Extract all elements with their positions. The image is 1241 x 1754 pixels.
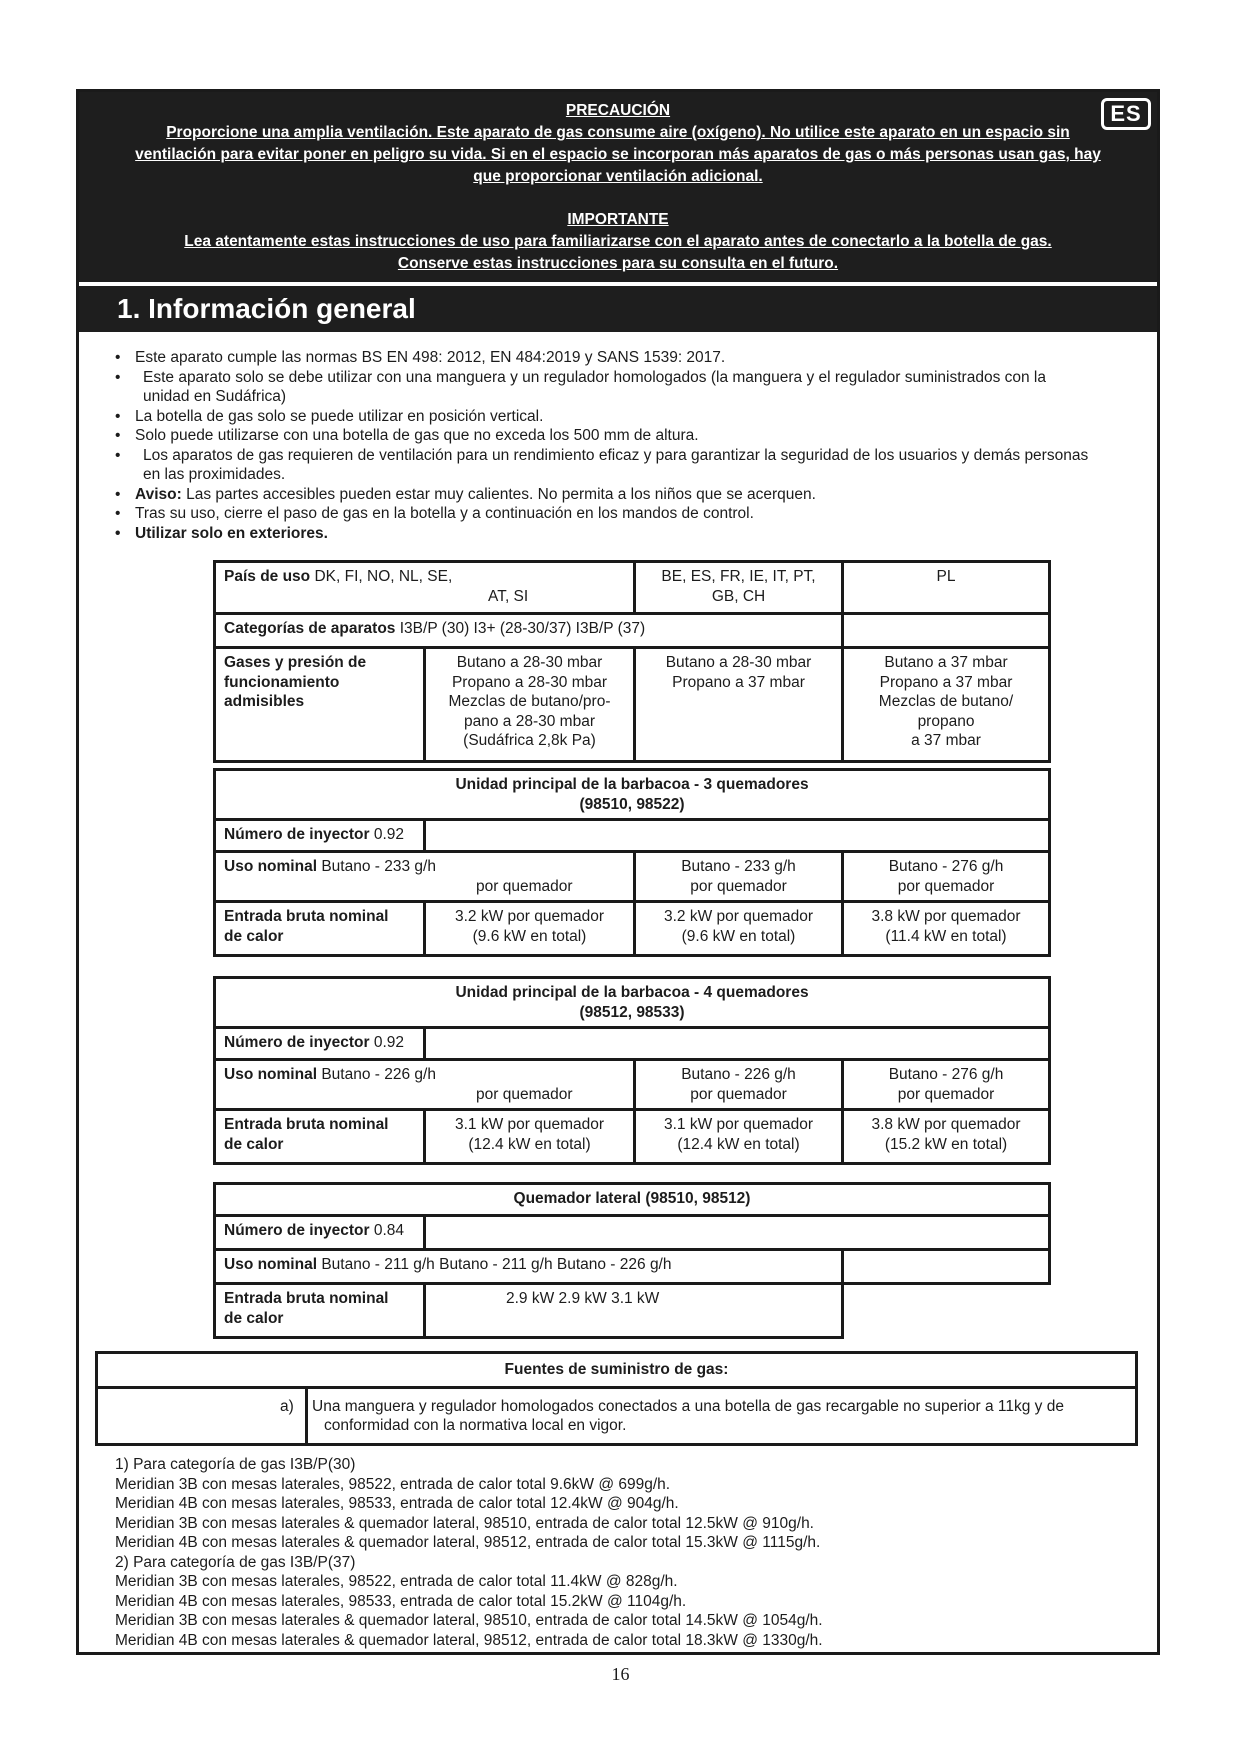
list-item <box>115 368 1135 388</box>
table-cell <box>425 1284 843 1338</box>
page-frame <box>76 89 1160 1655</box>
table-cell <box>215 648 425 762</box>
entrada-value: (12.4 kW en total) <box>468 1135 591 1153</box>
footnotes <box>115 1455 1115 1650</box>
table-cell <box>843 1284 1050 1338</box>
table-cell <box>425 902 635 956</box>
table-cell <box>425 1028 1050 1060</box>
cat-label: Categorías de aparatos <box>224 620 396 637</box>
table-cell <box>215 562 635 614</box>
entrada-value: (9.6 kW en total) <box>472 927 587 945</box>
table-title-line: (98510, 98522) <box>579 795 685 813</box>
gases-label: Gases y presión de <box>224 654 367 671</box>
entrada-label: Entrada bruta nominal <box>224 908 389 925</box>
list-item: • Este aparato cumple las normas BS EN 498: 2012, EN 484:2019 y SANS 1539: 2017. <box>115 348 1135 368</box>
table-cell <box>215 1060 635 1110</box>
gas-value: Propano a 28-30 mbar <box>451 673 608 691</box>
entrada-value: 2.9 kW 2.9 kW 3.1 kW <box>506 1290 660 1307</box>
entrada-value: 3.8 kW por quemador <box>871 1116 1021 1133</box>
list-item: Meridian 3B con mesas laterales, 98522, entrada de calor total 9.6kW @ 699g/h. <box>115 1475 671 1493</box>
list-item: Meridian 3B con mesas laterales & quemador lateral, 98510, entrada de calor total 12.5kW @ 910g/h. <box>115 1514 814 1532</box>
table-cell <box>215 614 843 648</box>
uso-per: por quemador <box>476 877 573 895</box>
entrada-value: 3.2 kW por quemador <box>663 908 814 925</box>
burner-3-table <box>213 768 1051 957</box>
uso-label: Uso nominal <box>224 858 318 875</box>
uso-per: por quemador <box>476 1085 573 1103</box>
table-cell <box>215 1284 425 1338</box>
gas-category-table <box>213 560 1051 763</box>
list-item: Meridian 4B con mesas laterales, 98533, entrada de calor total 15.2kW @ 1104g/h. <box>115 1592 687 1610</box>
gas-supply-row <box>98 1389 1135 1443</box>
divider <box>305 1389 308 1443</box>
list-item: 1) Para categoría de gas I3B/P(30) <box>115 1456 356 1473</box>
importante-block <box>119 209 1117 275</box>
uso-value: Butano - 233 g/h <box>321 858 436 875</box>
table-cell <box>843 852 1050 902</box>
table-row <box>215 1110 1050 1164</box>
uso-value: Butano - 276 g/h <box>888 1066 1004 1083</box>
gas-value: Mezclas de butano/ <box>878 693 1014 710</box>
pais-value: AT, SI <box>488 587 529 605</box>
list-item <box>115 446 1135 466</box>
gas-value: Mezclas de butano/pro- <box>448 693 611 710</box>
table-cell <box>425 1216 1050 1250</box>
pais-value: BE, ES, FR, IE, IT, PT, <box>661 568 816 585</box>
entrada-value: (11.4 kW en total) <box>885 927 1007 945</box>
cat-value: I3B/P (30) I3+ (28-30/37) I3B/P (37) <box>399 620 646 637</box>
table-row <box>215 820 1050 852</box>
table-title-line: Unidad principal de la barbacoa - 4 quemadores <box>455 984 809 1001</box>
table-title-line: (98512, 98533) <box>579 1003 685 1021</box>
caution-banner <box>79 92 1157 282</box>
gas-value: Butano a 37 mbar <box>884 654 1008 671</box>
list-item: • Tras su uso, cierre el paso de gas en la botella y a continuación en los mandos de control. <box>115 504 1135 524</box>
table-cell <box>425 1110 635 1164</box>
entrada-label: Entrada bruta nominal <box>224 1116 389 1133</box>
uso-label: Uso nominal <box>224 1066 318 1083</box>
table-cell: PL <box>843 562 1050 614</box>
table-title <box>215 770 1050 820</box>
precaucion-title: PRECAUCIÓN <box>565 102 671 119</box>
uso-value: Butano - 276 g/h <box>888 858 1004 875</box>
table-cell <box>635 648 843 762</box>
list-item-continuation: en las proximidades. <box>143 466 286 483</box>
entrada-label: de calor <box>224 927 284 945</box>
table-cell <box>425 820 1050 852</box>
list-item: • Utilizar solo en exteriores. <box>115 524 1135 544</box>
entrada-value: 3.1 kW por quemador <box>663 1116 814 1133</box>
uso-per: por quemador <box>897 1085 995 1103</box>
gas-value: Propano a 37 mbar <box>672 673 805 691</box>
uso-value: Butano - 226 g/h <box>321 1066 436 1083</box>
gas-value: a 37 mbar <box>911 732 981 749</box>
burner-4-table <box>213 976 1051 1165</box>
table-cell <box>843 648 1050 762</box>
list-item: Meridian 4B con mesas laterales & quemador lateral, 98512, entrada de calor total 18.3kW @ 1330g/h. <box>115 1631 823 1649</box>
table-row <box>215 1250 1050 1284</box>
uso-value: Butano - 211 g/h Butano - 211 g/h Butano - 226 g/h <box>321 1256 672 1273</box>
warning-text: Las partes accesibles pueden estar muy calientes. No permita a los niños que se acerquen. <box>186 485 816 503</box>
table-cell <box>843 614 1050 648</box>
list-item: Meridian 3B con mesas laterales & quemador lateral, 98510, entrada de calor total 14.5kW @ 1054g/h. <box>115 1612 823 1629</box>
table-title <box>215 978 1050 1028</box>
gas-value: propano <box>917 712 975 730</box>
injector-value: 0.92 <box>373 1034 405 1051</box>
list-item: Meridian 3B con mesas laterales, 98522, entrada de calor total 11.4kW @ 828g/h. <box>115 1573 678 1590</box>
uso-per: por quemador <box>690 1085 787 1103</box>
table-row <box>215 1028 1050 1060</box>
gas-supply-label: a) <box>280 1397 294 1415</box>
pais-value: DK, FI, NO, NL, SE, <box>314 568 453 585</box>
table-cell <box>425 648 635 762</box>
precaucion-block <box>119 100 1117 188</box>
entrada-value: 3.2 kW por quemador <box>454 908 605 925</box>
gases-label: admisibles <box>224 693 305 710</box>
list-item: 2) Para categoría de gas I3B/P(37) <box>115 1553 356 1571</box>
list-item-continuation: unidad en Sudáfrica) <box>143 388 287 405</box>
table-cell <box>215 852 635 902</box>
language-badge: ES <box>1101 98 1151 130</box>
table-cell <box>215 1216 425 1250</box>
table-cell <box>215 1110 425 1164</box>
table-title: Quemador lateral (98510, 98512) <box>215 1184 1050 1216</box>
warning-label: Aviso: <box>135 485 182 503</box>
precaucion-line: ventilación para evitar poner en peligro su vida. Si en el espacio se incorporan más aparatos de gas o más personas usan gas, hay <box>135 146 1101 163</box>
list-item: Meridian 4B con mesas laterales & quemador lateral, 98512, entrada de calor total 15.3kW @ 1115g/h. <box>115 1534 821 1551</box>
gas-value: Butano a 28-30 mbar <box>456 654 603 671</box>
gas-value: pano a 28-30 mbar <box>464 712 595 730</box>
table-cell <box>635 902 843 956</box>
gases-label: funcionamiento <box>224 673 340 691</box>
gas-value: Propano a 37 mbar <box>879 673 1013 691</box>
uso-per: por quemador <box>690 877 787 895</box>
injector-label: Número de inyector <box>224 1034 370 1051</box>
table-title-line: Unidad principal de la barbacoa - 3 quemadores <box>455 776 809 793</box>
table-row <box>215 614 1050 648</box>
table-cell <box>843 1060 1050 1110</box>
gas-supply-line: Una manguera y regulador homologados conectados a una botella de gas recargable no superior a 11kg y de <box>312 1397 1064 1415</box>
gas-supply-title: Fuentes de suministro de gas: <box>98 1354 1135 1389</box>
table-row <box>215 1184 1050 1216</box>
gas-supply-box <box>95 1351 1138 1446</box>
entrada-value: (12.4 kW en total) <box>677 1135 800 1153</box>
table-row <box>215 978 1050 1028</box>
gas-supply-text <box>312 1397 1095 1436</box>
pais-label: País de uso <box>224 568 311 585</box>
table-cell <box>215 820 425 852</box>
section-title: 1. Información general <box>79 286 1157 332</box>
table-row <box>215 1216 1050 1250</box>
list-item <box>115 485 1135 505</box>
table-cell <box>635 1060 843 1110</box>
injector-label: Número de inyector <box>224 1222 370 1239</box>
list-item-text: Los aparatos de gas requieren de ventilación para un rendimiento eficaz y para garantizar la seguridad de los usuarios y demás personas <box>143 446 1089 464</box>
entrada-label: Entrada bruta nominal <box>224 1290 389 1307</box>
table-cell <box>635 1110 843 1164</box>
table-row <box>215 770 1050 820</box>
gas-value: Butano a 28-30 mbar <box>665 654 812 671</box>
uso-per: por quemador <box>897 877 995 895</box>
table-row <box>215 1284 1050 1338</box>
gas-value: (Sudáfrica 2,8k Pa) <box>463 732 596 749</box>
importante-line: Lea atentamente estas instrucciones de uso para familiarizarse con el aparato antes de conectarlo a la botella de gas. <box>184 233 1052 250</box>
entrada-value: (15.2 kW en total) <box>884 1135 1008 1153</box>
list-item: • Solo puede utilizarse con una botella de gas que no exceda los 500 mm de altura. <box>115 426 1135 446</box>
table-row <box>215 852 1050 902</box>
importante-line: Conserve estas instrucciones para su consulta en el futuro. <box>397 255 839 272</box>
list-item: • La botella de gas solo se puede utilizar en posición vertical. <box>115 407 1135 427</box>
importante-title: IMPORTANTE <box>567 211 669 228</box>
list-item-text: Este aparato solo se debe utilizar con una manguera y un regulador homologados (la manguera y el regulador suministrados con la <box>143 368 1046 386</box>
table-cell <box>215 1250 843 1284</box>
uso-value: Butano - 226 g/h <box>681 1066 796 1083</box>
list-item: Meridian 4B con mesas laterales, 98533, entrada de calor total 12.4kW @ 904g/h. <box>115 1495 679 1512</box>
table-cell <box>635 852 843 902</box>
injector-label: Número de inyector <box>224 826 370 843</box>
table-row <box>215 648 1050 762</box>
table-cell <box>843 1250 1050 1284</box>
table-cell <box>843 1110 1050 1164</box>
entrada-value: 3.8 kW por quemador <box>871 908 1021 925</box>
entrada-value: (9.6 kW en total) <box>681 927 796 945</box>
injector-value: 0.84 <box>373 1222 405 1239</box>
table-row <box>215 902 1050 956</box>
table-cell <box>843 902 1050 956</box>
precaucion-line: que proporcionar ventilación adicional. <box>473 168 763 185</box>
injector-value: 0.92 <box>373 826 405 843</box>
entrada-label: de calor <box>224 1309 284 1327</box>
page-number: 16 <box>611 1664 630 1684</box>
gas-supply-line: conformidad con la normativa local en vigor. <box>324 1417 627 1434</box>
entrada-label: de calor <box>224 1135 284 1153</box>
table-row <box>215 562 1050 614</box>
uso-label: Uso nominal <box>224 1256 318 1273</box>
uso-value: Butano - 233 g/h <box>681 858 796 875</box>
info-bullet-list <box>115 348 1135 543</box>
table-row <box>215 1060 1050 1110</box>
entrada-value: 3.1 kW por quemador <box>454 1116 605 1133</box>
table-cell <box>215 1028 425 1060</box>
table-cell <box>215 902 425 956</box>
side-burner-table <box>213 1182 1051 1339</box>
precaucion-line: Proporcione una amplia ventilación. Este aparato de gas consume aire (oxígeno). No utilice este aparato en un espacio sin <box>166 124 1070 141</box>
table-cell <box>635 562 843 614</box>
pais-value: GB, CH <box>711 587 766 605</box>
